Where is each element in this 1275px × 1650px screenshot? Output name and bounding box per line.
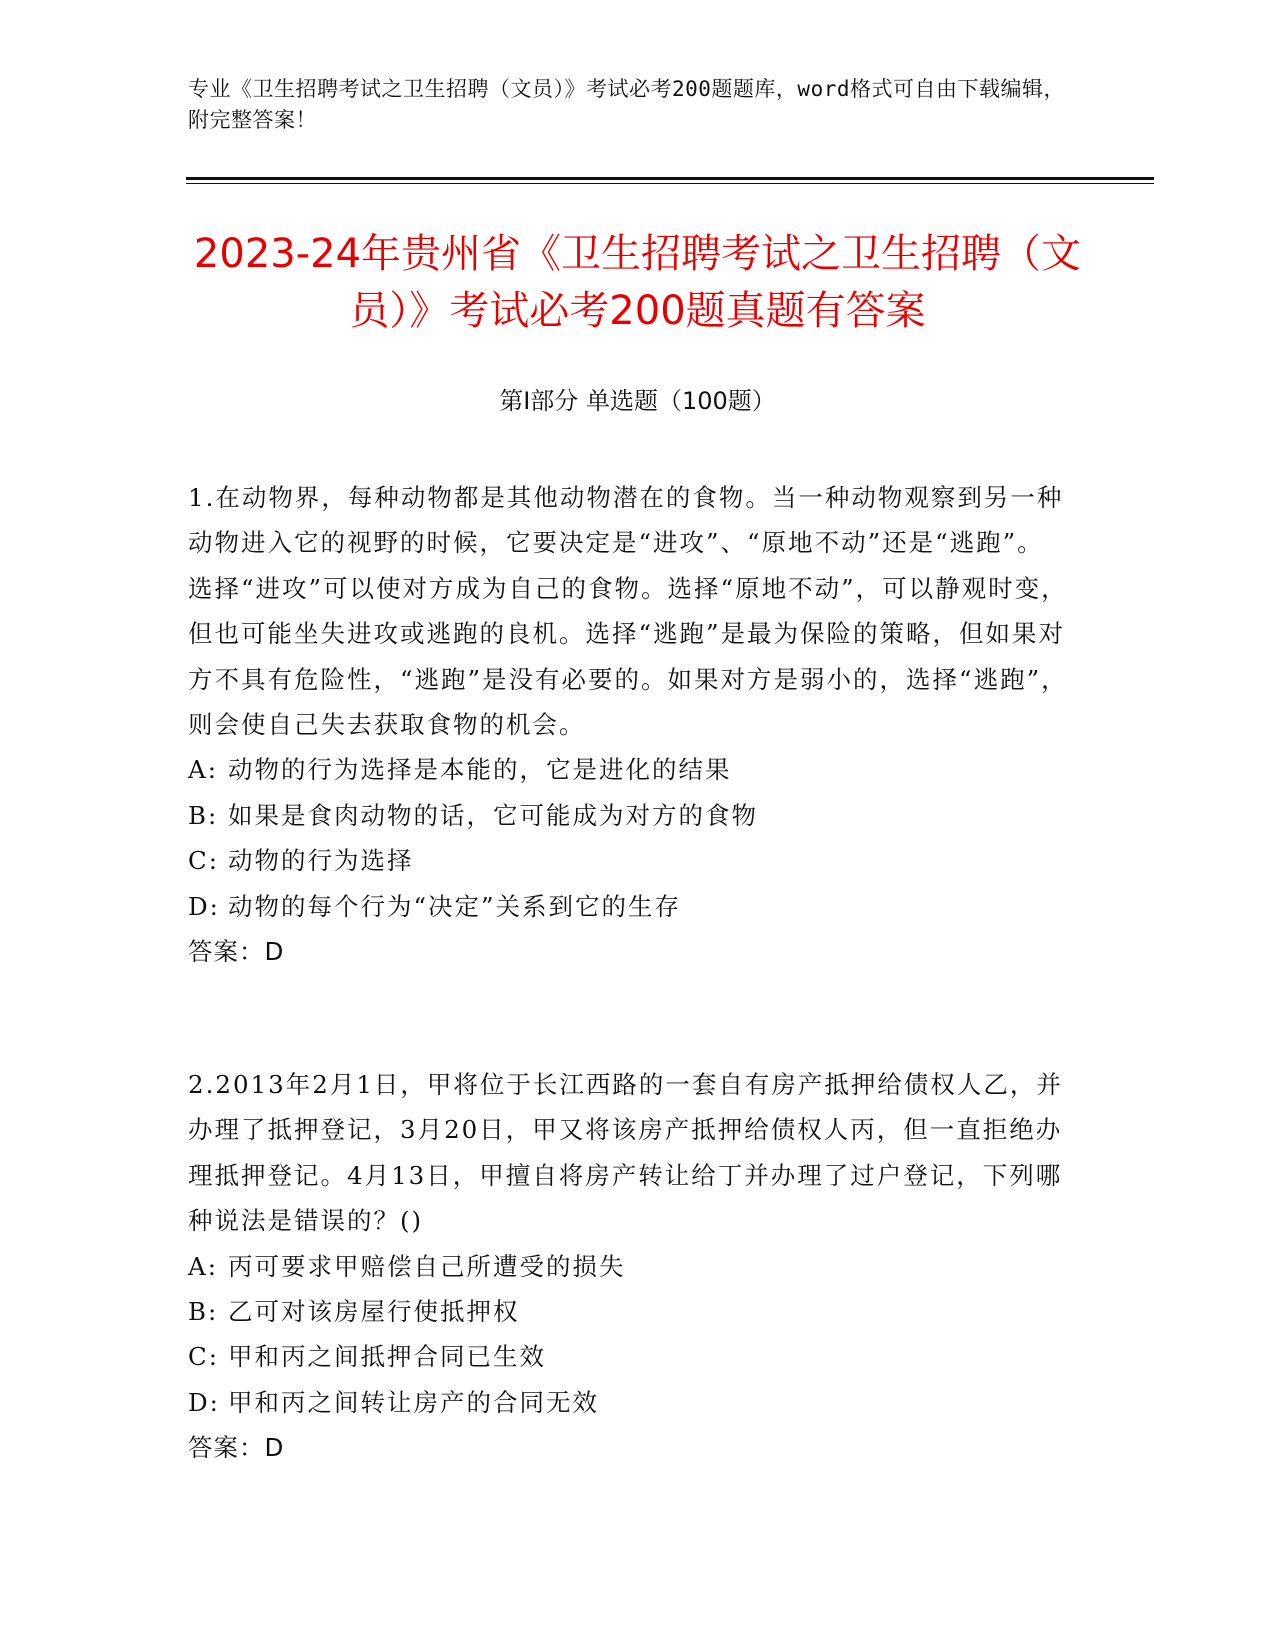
question-stem: 1.在动物界，每种动物都是其他动物潜在的食物。当一种动物观察到另一种动物进入它的视野的时候，它要决定是“进攻”、“原地不动”还是“逃跑”。选择“进攻”可以使对方成为自己的食物。选择“原地不动”，可以静观时变，但也可能坐失进攻或逃跑的良机。选择“逃跑”是最为保险的策略，但如果对方不具有危险性，“逃跑”是没有必要的。如果对方是弱小的，选择“逃跑”，则会使自己失去获取食物的机会。	[188, 483, 1068, 740]
option-a	[188, 747, 1068, 792]
option-letter: B:	[188, 1297, 219, 1327]
option-c	[188, 838, 1068, 883]
document-title: 2023-24年贵州省《卫生招聘考试之卫生招聘（文员）》考试必考200题真题有答案	[193, 231, 1082, 334]
answer-line: 答案：D	[188, 1433, 285, 1463]
question-2	[188, 1062, 1068, 1471]
option-letter: C:	[188, 846, 220, 876]
option-text: 动物的每个行为“决定”关系到它的生存	[228, 891, 682, 921]
option-text: 动物的行为选择	[228, 846, 414, 876]
option-text: 甲和丙之间抵押合同已生效	[228, 1342, 546, 1372]
header-note: 专业《卫生招聘考试之卫生招聘（文员）》考试必考200题题库，word格式可自由下载编辑，附完整答案！	[188, 77, 1065, 132]
answer-line: 答案：D	[188, 937, 285, 967]
option-letter: A:	[188, 1251, 218, 1281]
option-letter: B:	[188, 800, 219, 830]
option-text: 动物的行为选择是本能的，它是进化的结果	[228, 755, 732, 785]
option-letter: A:	[188, 755, 218, 785]
option-a	[188, 1244, 1068, 1289]
header-divider-thin	[186, 183, 1154, 184]
option-d	[188, 884, 1068, 929]
option-letter: D:	[188, 1387, 220, 1417]
option-text: 甲和丙之间转让房产的合同无效	[228, 1387, 599, 1417]
header-divider-thick	[186, 177, 1154, 180]
option-letter: D:	[188, 891, 220, 921]
option-text: 乙可对该房屋行使抵押权	[228, 1297, 520, 1327]
option-text: 如果是食肉动物的话，它可能成为对方的食物	[228, 800, 758, 830]
option-b	[188, 793, 1068, 838]
section-heading: 第Ⅰ部分 单选题（100题）	[499, 387, 776, 415]
question-1	[188, 475, 1068, 974]
option-d	[188, 1380, 1068, 1425]
option-text: 丙可要求甲赔偿自己所遭受的损失	[228, 1251, 626, 1281]
option-b	[188, 1289, 1068, 1334]
question-stem: 2.2013年2月1日，甲将位于长江西路的一套自有房产抵押给债权人乙，并办理了抵押登记，3月20日，甲又将该房产抵押给债权人丙，但一直拒绝办理抵押登记。4月13日，甲擅自将房产转让给丁并办理了过户登记，下列哪种说法是错误的？()	[188, 1070, 1063, 1236]
option-c	[188, 1334, 1068, 1379]
option-letter: C:	[188, 1342, 220, 1372]
